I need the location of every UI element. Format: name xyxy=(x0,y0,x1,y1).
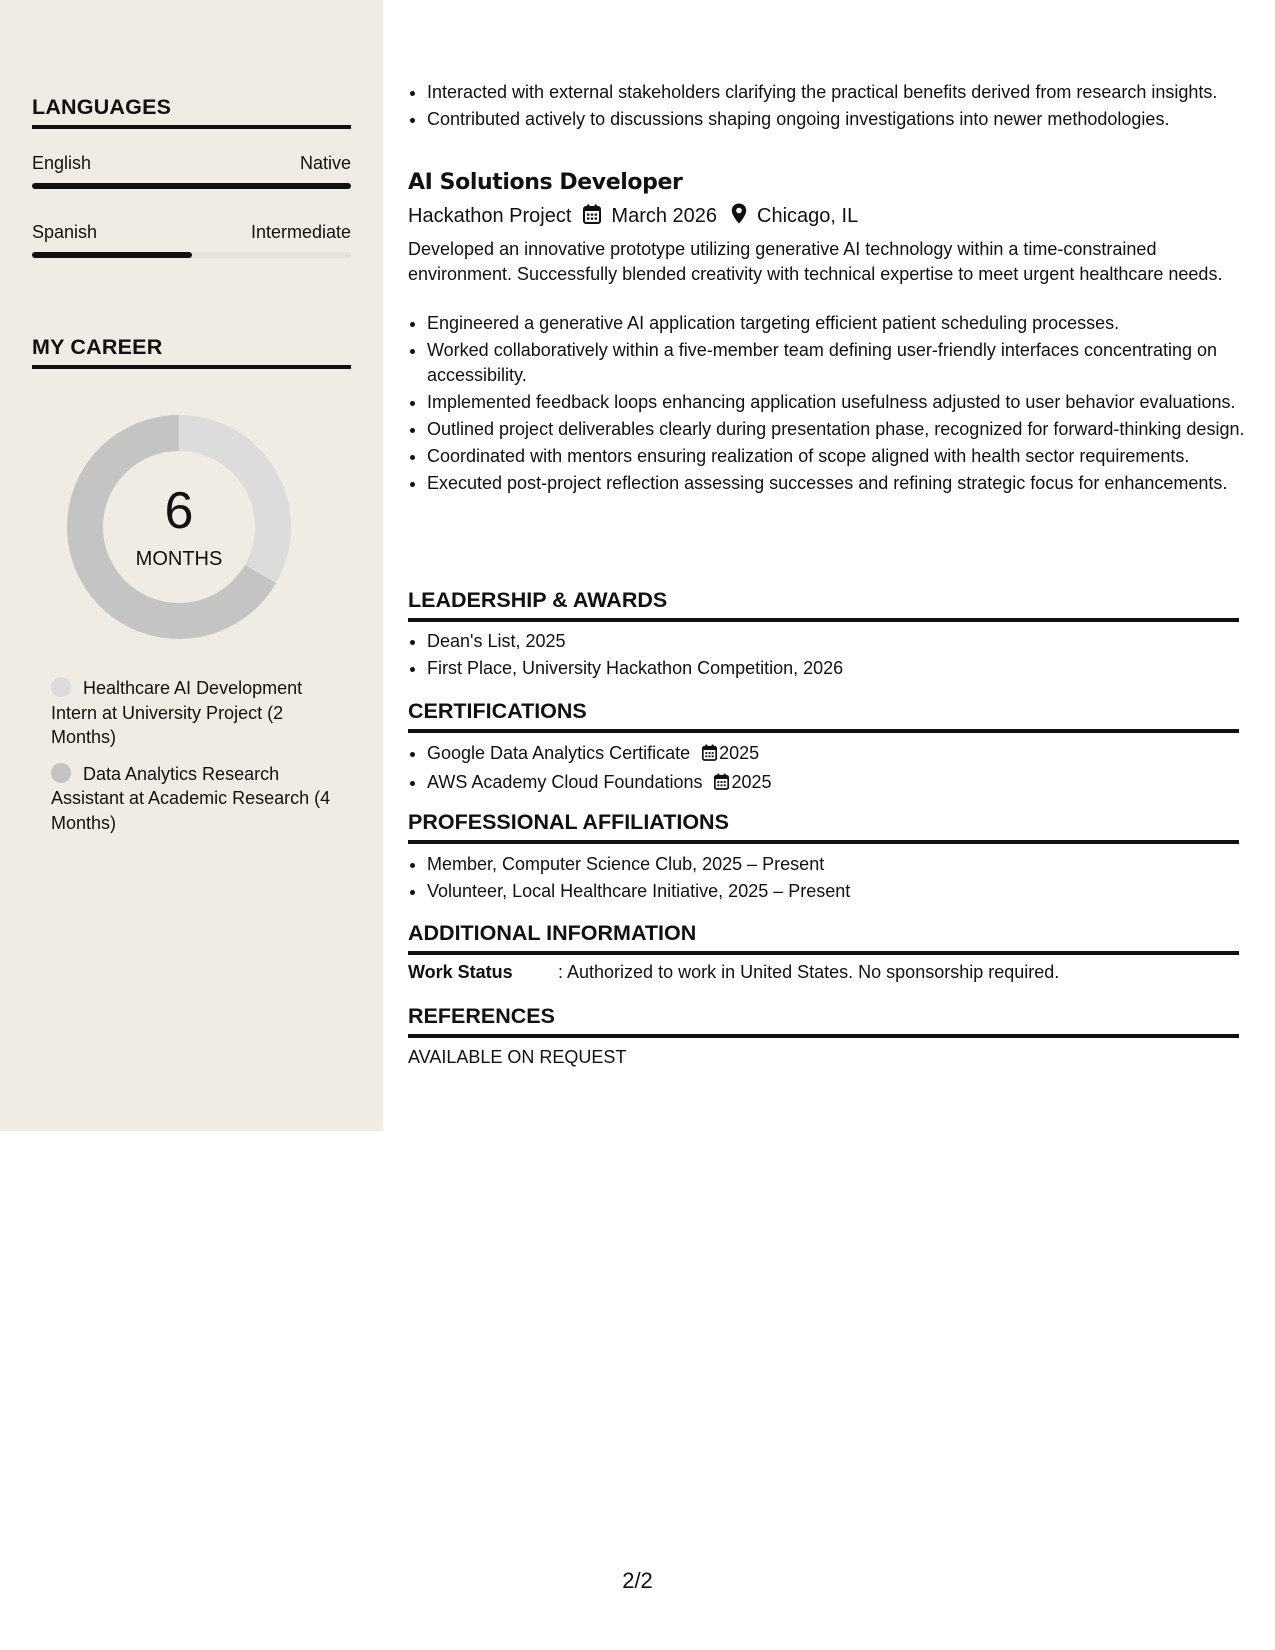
calendar-icon xyxy=(583,204,601,230)
language-row-spanish xyxy=(32,219,351,243)
career-total-unit: MONTHS xyxy=(135,548,223,570)
bullet-item: • Executed post-project reflection assessing successes and refining strategic focus for enhancements. xyxy=(427,471,1258,496)
bullet-item: • Worked collaboratively within a five-member team defining user-friendly interfaces concentrating on accessibility. xyxy=(427,338,1258,387)
references-rule xyxy=(408,1034,1239,1038)
calendar-icon xyxy=(702,743,717,768)
award-item: • Dean's List, 2025 xyxy=(427,629,1258,654)
affiliations-rule xyxy=(408,840,1239,844)
legend-swatch xyxy=(51,763,71,783)
language-name: Spanish xyxy=(32,222,98,242)
bullet-item: • Contributed actively to discussions shaping ongoing investigations into newer methodologies. xyxy=(427,107,1258,132)
career-item-text: Data Analytics Research Assistant at Academic Research (4 Months) xyxy=(51,763,331,833)
certification-item xyxy=(427,770,1258,797)
job-location: Chicago, IL xyxy=(757,205,859,227)
certifications-rule xyxy=(408,729,1239,733)
certification-year: 2025 xyxy=(719,743,760,763)
legend-swatch xyxy=(51,677,71,697)
career-legend-item xyxy=(51,676,336,750)
languages-heading: LANGUAGES xyxy=(32,95,172,119)
award-item: • First Place, University Hackathon Competition, 2026 xyxy=(427,656,1258,681)
certification-name: AWS Academy Cloud Foundations xyxy=(427,772,703,792)
job-title: AI Solutions Developer xyxy=(408,170,683,195)
leadership-heading: LEADERSHIP & AWARDS xyxy=(408,588,668,612)
career-donut-chart xyxy=(67,415,291,639)
certifications-heading: CERTIFICATIONS xyxy=(408,699,587,723)
career-legend-item xyxy=(51,762,336,836)
certification-year: 2025 xyxy=(731,772,772,792)
career-item-text: Healthcare AI Development Intern at University Project (2 Months) xyxy=(51,678,303,747)
previous-job-bullets xyxy=(408,80,1258,134)
job-description: Developed an innovative prototype utilizing generative AI technology within a time-constrained environment. Successfully blended creativity with technical expertise to meet urgent healthcare needs. xyxy=(408,239,1223,284)
work-status-row xyxy=(408,962,1059,983)
career-heading-rule xyxy=(32,365,351,369)
certification-item xyxy=(427,741,1258,768)
bullet-item: • Outlined project deliverables clearly during presentation phase, recognized for forward-thinking design. xyxy=(427,417,1258,442)
job-company: Hackathon Project xyxy=(408,205,572,227)
affiliations-heading: PROFESSIONAL AFFILIATIONS xyxy=(408,810,729,834)
career-legend xyxy=(51,676,336,847)
language-name: English xyxy=(32,153,92,173)
bullet-item: • Engineered a generative AI application targeting efficient patient scheduling processes. xyxy=(427,311,1258,336)
language-bar-english xyxy=(32,183,351,189)
affiliations-list xyxy=(408,852,1258,906)
leadership-list xyxy=(408,629,1258,683)
sidebar xyxy=(0,0,383,1131)
additional-info-heading: ADDITIONAL INFORMATION xyxy=(408,921,697,945)
leadership-rule xyxy=(408,618,1239,622)
job-meta xyxy=(408,203,858,230)
page-number: 2/2 xyxy=(622,1568,653,1593)
certifications-list xyxy=(408,741,1258,799)
language-bar-spanish xyxy=(32,252,351,258)
job-bullets xyxy=(408,311,1258,498)
references-heading: REFERENCES xyxy=(408,1004,555,1028)
certification-name: Google Data Analytics Certificate xyxy=(427,743,691,763)
references-text: AVAILABLE ON REQUEST xyxy=(408,1047,627,1067)
language-row-english xyxy=(32,150,351,174)
bullet-item: • Implemented feedback loops enhancing application usefulness adjusted to user behavior evaluations. xyxy=(427,390,1258,415)
calendar-icon xyxy=(714,772,729,797)
bullet-item: • Coordinated with mentors ensuring realization of scope aligned with health sector requirements. xyxy=(427,444,1258,469)
bullet-item: • Interacted with external stakeholders clarifying the practical benefits derived from research insights. xyxy=(427,80,1258,105)
additional-info-rule xyxy=(408,951,1239,955)
career-heading: MY CAREER xyxy=(32,335,163,359)
language-level: Intermediate xyxy=(250,222,351,242)
work-status-label: Work Status xyxy=(408,962,513,982)
language-bar-fill xyxy=(32,252,192,258)
job-date: March 2026 xyxy=(611,205,718,227)
language-bar-fill xyxy=(32,183,351,189)
affiliation-item: • Member, Computer Science Club, 2025 – Present xyxy=(427,852,1258,877)
work-status-value: : Authorized to work in United States. No sponsorship required. xyxy=(558,962,1060,982)
map-pin-icon xyxy=(731,203,747,230)
language-level: Native xyxy=(299,153,351,173)
career-total-number: 6 xyxy=(164,482,194,540)
languages-heading-rule xyxy=(32,125,351,129)
affiliation-item: • Volunteer, Local Healthcare Initiative, 2025 – Present xyxy=(427,879,1258,904)
